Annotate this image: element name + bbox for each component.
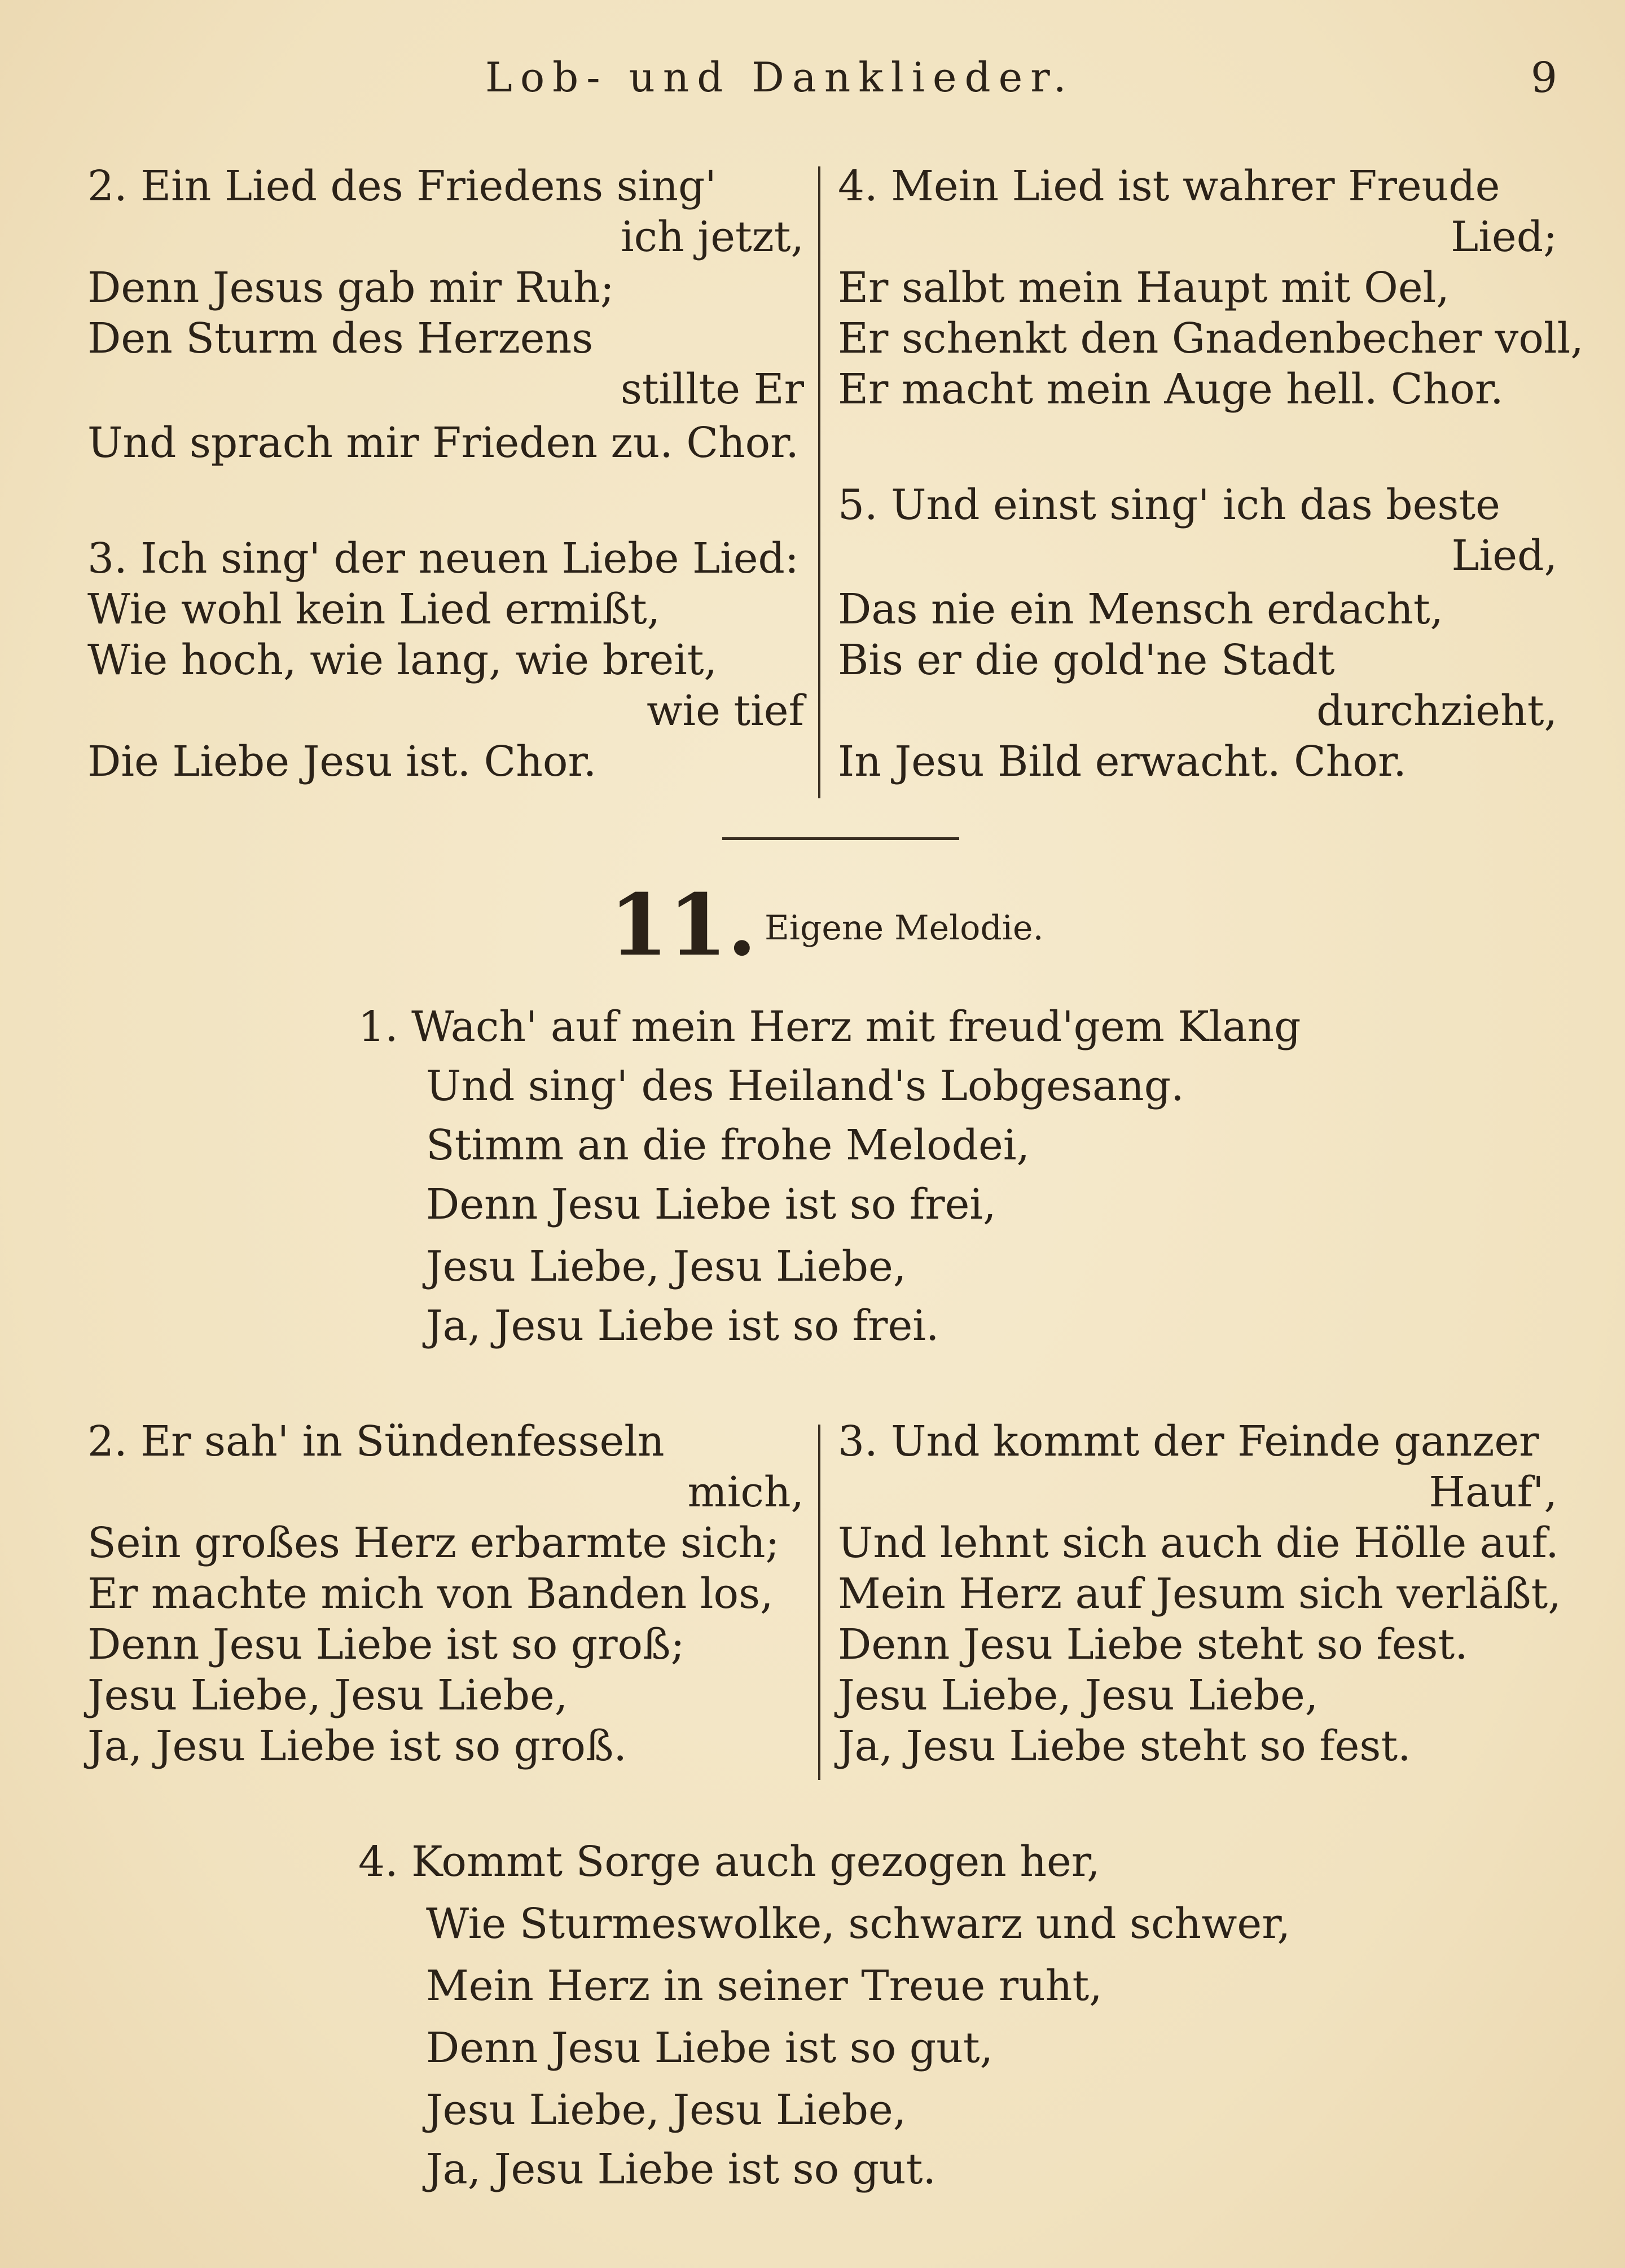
stanza-line: Stimm an die frohe Melodei, — [426, 1121, 1030, 1170]
stanza-line: Ja, Jesu Liebe ist so frei. — [426, 1302, 939, 1350]
stanza-line: Und sing' des Heiland's Lobgesang. — [426, 1062, 1184, 1110]
stanza-line: 3. Ich sing' der neuen Liebe Lied: — [87, 534, 799, 583]
stanza-line: Bis er die gold'ne Stadt — [838, 636, 1335, 684]
hymn-number: 11. — [609, 876, 757, 975]
melody-note: Eigene Melodie. — [765, 908, 1044, 948]
stanza-line: Denn Jesus gab mir Ruh; — [87, 263, 614, 312]
running-title: Lob- und Danklieder. — [485, 54, 1074, 101]
page-header — [0, 54, 1625, 110]
stanza-line: Hauf', — [1429, 1468, 1557, 1517]
stanza-line: mich, — [687, 1468, 804, 1517]
column-divider — [818, 166, 820, 798]
stanza-line: Wie wohl kein Lied ermißt, — [87, 585, 661, 634]
stanza-line: Mein Herz auf Jesum sich verläßt, — [838, 1570, 1561, 1618]
stanza-line: Ja, Jesu Liebe ist so groß. — [87, 1722, 627, 1770]
stanza-line: 1. Wach' auf mein Herz mit freud'gem Klang — [358, 1003, 1301, 1051]
column-divider — [818, 1425, 820, 1780]
stanza-line: Er schenkt den Gnadenbecher voll, — [838, 314, 1584, 363]
stanza-line: Wie hoch, wie lang, wie breit, — [87, 636, 718, 684]
stanza-line: Sein großes Herz erbarmte sich; — [87, 1519, 780, 1567]
stanza-line: Den Sturm des Herzens — [87, 314, 594, 363]
stanza-line: Jesu Liebe, Jesu Liebe, — [426, 1242, 907, 1291]
stanza-line: durchzieht, — [1316, 687, 1557, 735]
stanza-line: Denn Jesu Liebe ist so gut, — [426, 2024, 994, 2072]
stanza-line: Ja, Jesu Liebe steht so fest. — [838, 1722, 1411, 1770]
stanza-line: 4. Mein Lied ist wahrer Freude — [838, 162, 1500, 210]
stanza-line: 2. Ein Lied des Friedens sing' — [87, 162, 717, 210]
section-divider — [722, 837, 959, 840]
stanza-line: Er machte mich von Banden los, — [87, 1570, 774, 1618]
stanza-line: Denn Jesu Liebe ist so groß; — [87, 1620, 685, 1669]
stanza-line: Denn Jesu Liebe steht so fest. — [838, 1620, 1468, 1669]
stanza-line: Jesu Liebe, Jesu Liebe, — [87, 1671, 568, 1720]
stanza-line: Jesu Liebe, Jesu Liebe, — [838, 1671, 1319, 1720]
stanza-line: Denn Jesu Liebe ist so frei, — [426, 1180, 996, 1229]
stanza-line: 3. Und kommt der Feinde ganzer — [838, 1417, 1539, 1466]
stanza-line: Und sprach mir Frieden zu. Chor. — [87, 419, 799, 467]
stanza-line: Die Liebe Jesu ist. Chor. — [87, 737, 597, 786]
stanza-line: 4. Kommt Sorge auch gezogen her, — [358, 1838, 1100, 1886]
stanza-line: ich jetzt, — [620, 213, 804, 261]
stanza-line: In Jesu Bild erwacht. Chor. — [838, 737, 1407, 786]
stanza-line: Mein Herz in seiner Treue ruht, — [426, 1962, 1103, 2010]
stanza-line: Er macht mein Auge hell. Chor. — [838, 365, 1504, 414]
stanza-line: Und lehnt sich auch die Hölle auf. — [838, 1519, 1559, 1567]
stanza-line: Lied, — [1451, 531, 1557, 580]
stanza-line: 5. Und einst sing' ich das beste — [838, 481, 1500, 529]
stanza-line: stillte Er — [620, 365, 804, 414]
page-number: 9 — [1530, 54, 1557, 102]
stanza-line: Ja, Jesu Liebe ist so gut. — [426, 2145, 936, 2194]
stanza-line: Wie Sturmeswolke, schwarz und schwer, — [426, 1900, 1290, 1948]
stanza-line: Lied; — [1451, 213, 1557, 261]
stanza-line: wie tief — [647, 687, 804, 735]
stanza-line: Er salbt mein Haupt mit Oel, — [838, 263, 1450, 312]
stanza-line: Das nie ein Mensch erdacht, — [838, 585, 1444, 634]
stanza-line: Jesu Liebe, Jesu Liebe, — [426, 2086, 907, 2134]
stanza-line: 2. Er sah' in Sündenfesseln — [87, 1417, 665, 1466]
